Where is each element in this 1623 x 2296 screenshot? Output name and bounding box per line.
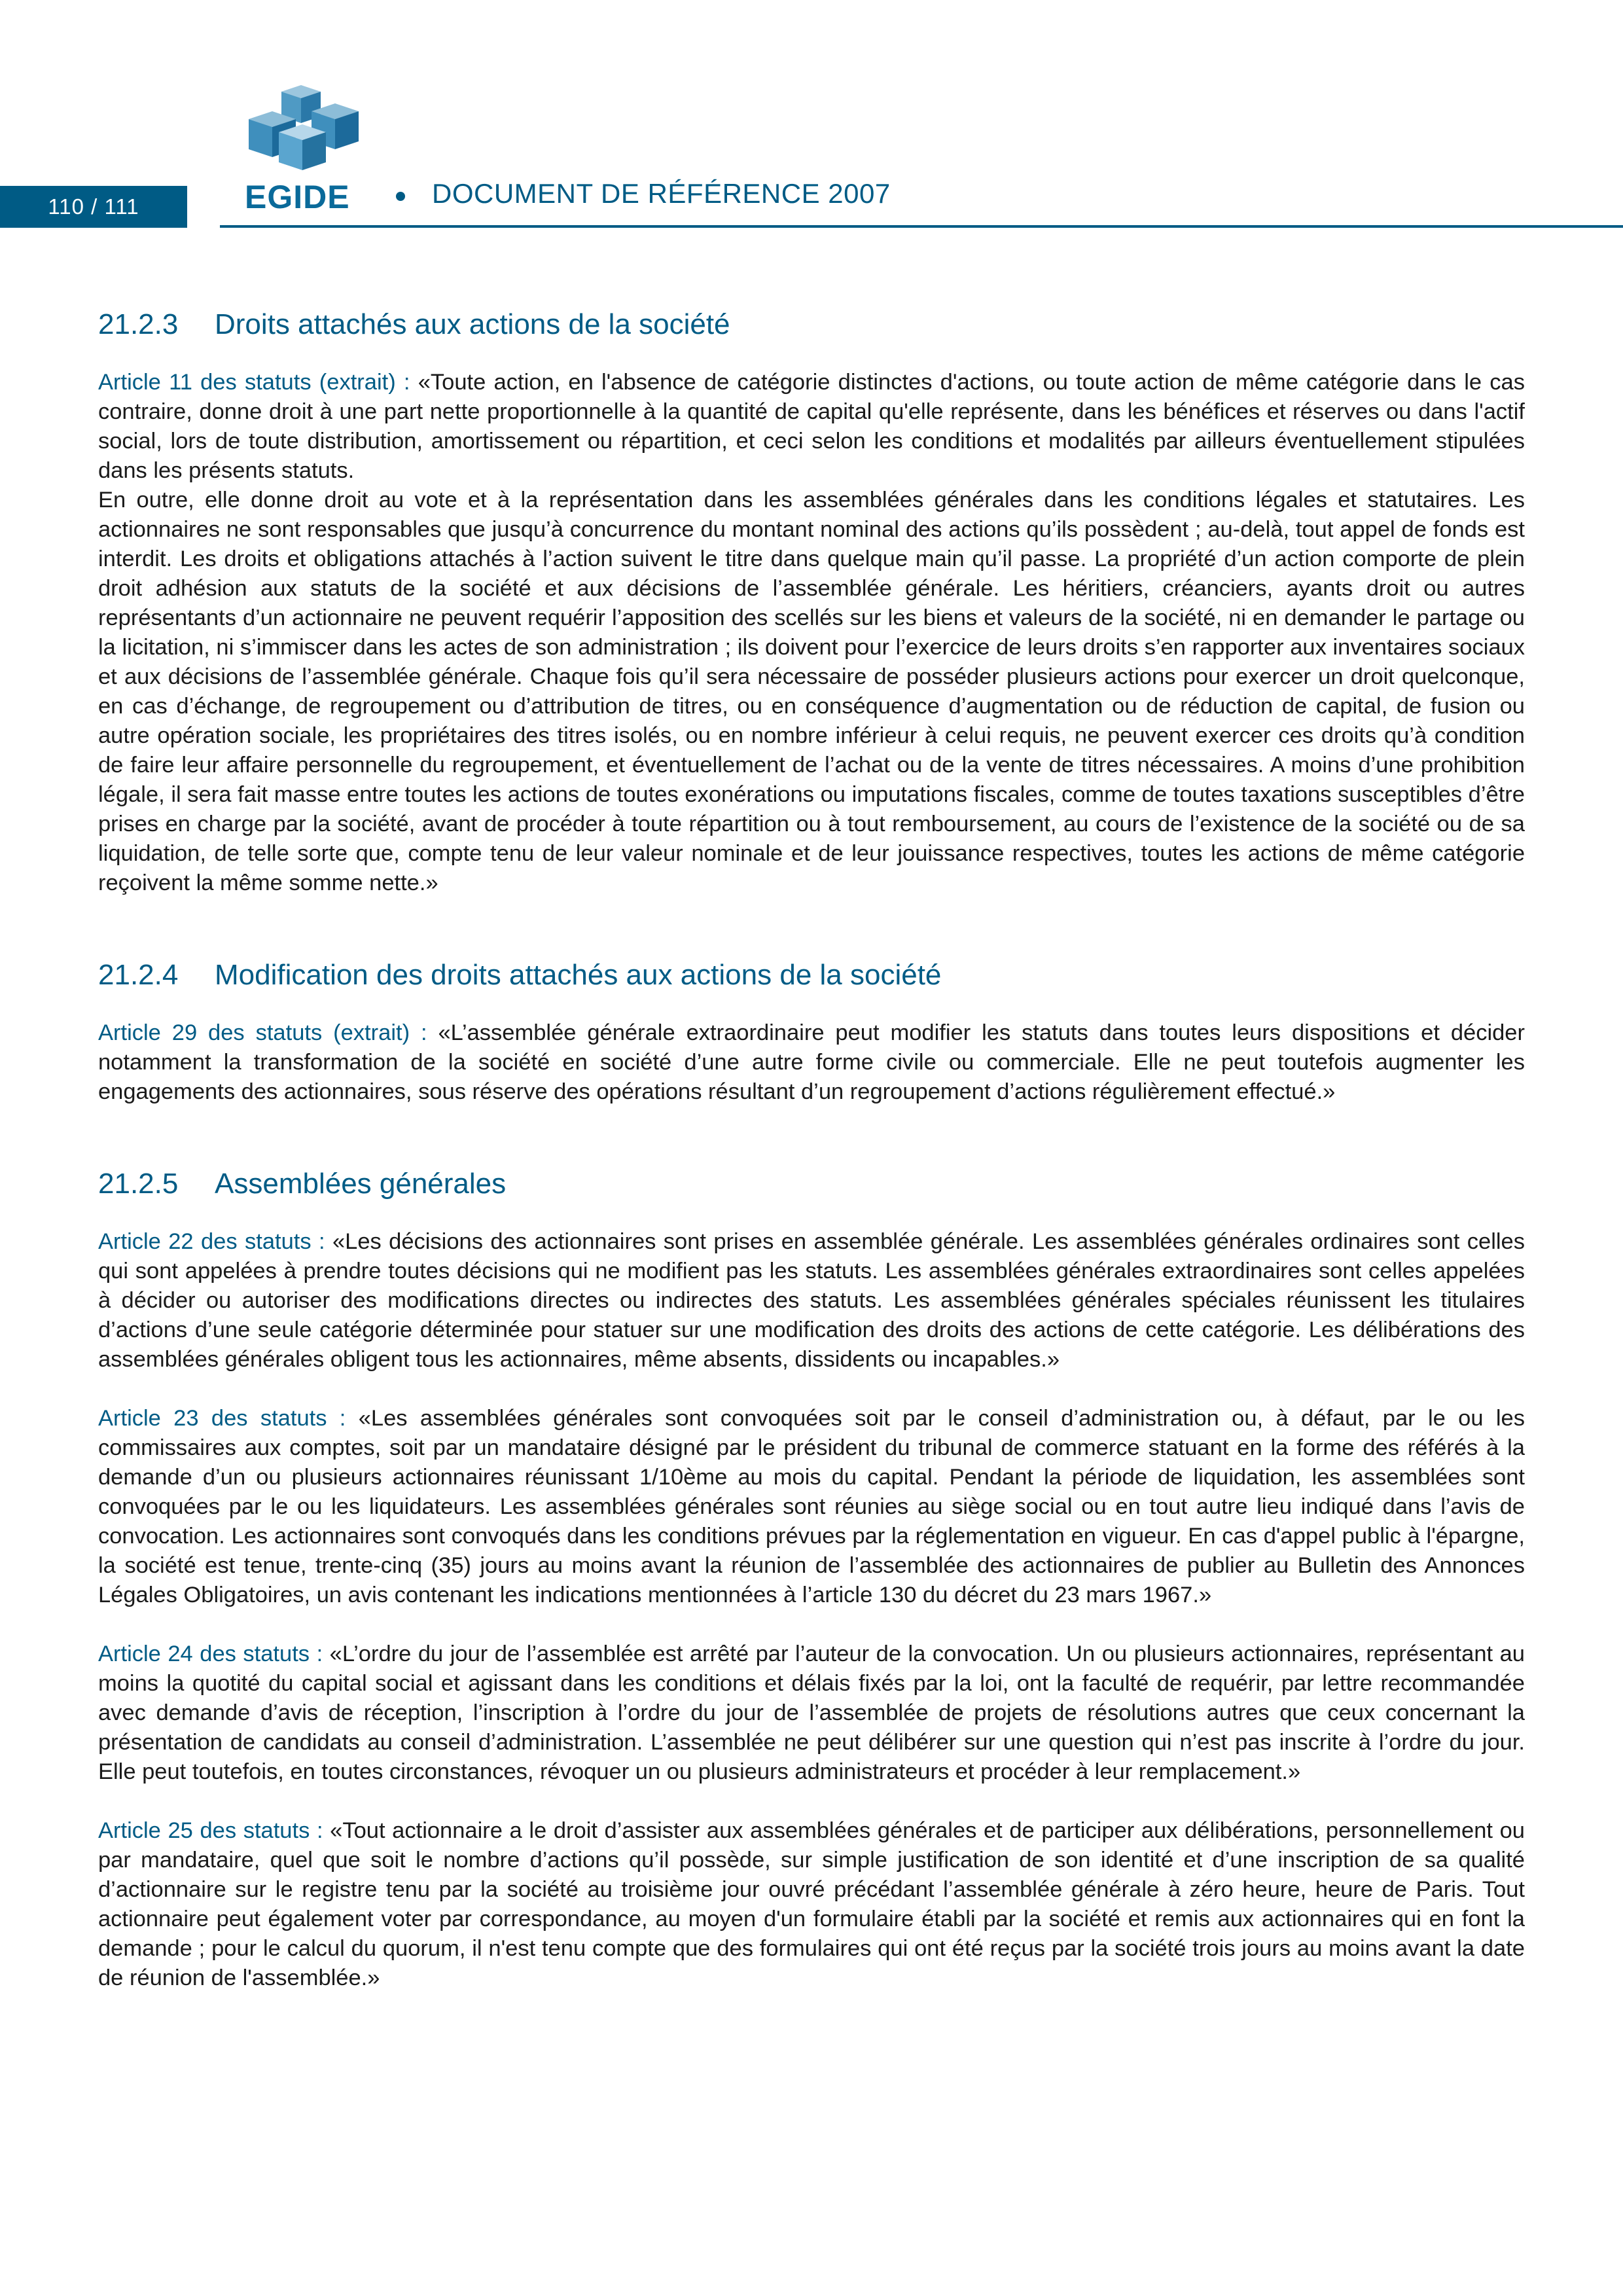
paragraph-text: «L’assemblée générale extraordinaire peut modifier les statuts dans toutes leurs dispositions et décider notamment la transformation de la société en société d’une autre forme civile ou commerciale. Elle ne peut toutefois augmenter les engagements des actionnaires, sous réserve des opérations résultant d’un regroupement d’actions régulièrement effectué.» (98, 1020, 1525, 1104)
page-indicator: 110 / 111 (0, 186, 187, 228)
article-reference: Article 11 des statuts (extrait) : (98, 370, 418, 395)
paragraph-text: «Tout actionnaire a le droit d’assister aux assemblées générales et de participer aux délibérations, personnellement ou par mandataire, quel que soit le nombre d’actions qu’il possède, sur simple justification de son identité et d’une inscription de sa qualité d’actionnaire sur le registre tenu par la société au troisième jour ouvré précédant l’assemblée générale à zéro heure, heure de Paris. Tout actionnaire peut également voter par correspondance, au moyen d'un formulaire établi par la société et remis aux actionnaires qui en font la demande ; pour le calcul du quorum, il n'est tenu compte que des formulaires qui ont été reçus par la société trois jours au moins avant la date de réunion de l'assemblée.» (98, 1818, 1525, 1990)
paragraph (98, 1227, 1525, 1374)
paragraph-text: «Toute action, en l'absence de catégorie distinctes d'actions, ou toute action de même catégorie dans le cas contraire, donne droit à une part nette proportionnelle à la quantité de capital qu'elle représente, dans les bénéfices et réserves ou dans l'actif social, lors de toute distribution, amortissement ou répartition, et ceci selon les conditions et modalités par ailleurs éventuellement stipulées dans les présents statuts. (98, 370, 1525, 483)
paragraph-text: En outre, elle donne droit au vote et à la représentation dans les assemblées générales dans les conditions légales et statutaires. Les actionnaires ne sont responsables que jusqu’à concurrence du montant nominal des actions qu’ils possèdent ; au-delà, tout appel de fonds est interdit. Les droits et obligations attachés à l’action suivent le titre dans quelque main qu’il passe. La propriété d’un action comporte de plein droit adhésion aux statuts de la société et aux décisions de l’assemblée générale. Les héritiers, créanciers, ayants droit ou autres représentants d’un actionnaire ne peuvent requérir l’apposition des scellés sur les biens et valeurs de la société, ni en demander le partage ou la licitation, ni s’immiscer dans les actes de son administration ; ils doivent pour l’exercice de leurs droits s’en rapporter aux inventaires sociaux et aux décisions de l’assemblée générale. Chaque fois qu’il sera nécessaire de posséder plusieurs actions pour exercer un droit quelconque, en cas d’échange, de regroupement ou d’attribution de titres, ou en conséquence d’augmentation ou de réduction de capital, de fusion ou autre opération sociale, les propriétaires des titres isolés, ou en nombre inférieur à celui requis, ne peuvent exercer ces droits qu’à condition de faire leur affaire personnelle du regroupement, et éventuellement de l’achat ou de la vente de titres nécessaires. A moins d’une prohibition légale, il sera fait masse entre toutes les actions de toutes exonérations ou imputations fiscales, comme de toutes taxations susceptibles d’être prises en charge par la société, avant de procéder à toute répartition ou à tout remboursement, au cours de l’existence de la société ou de sa liquidation, de telle sorte que, compte tenu de leur valeur nominale et de leur jouissance respectives, toutes les actions de même catégorie reçoivent la même somme nette.» (98, 488, 1525, 895)
section-heading (98, 306, 1525, 343)
section-title: Assemblées générales (215, 1168, 507, 1200)
section-heading (98, 1166, 1525, 1202)
paragraph (98, 486, 1525, 898)
section-heading (98, 957, 1525, 994)
header-bullet (396, 192, 405, 201)
article-reference: Article 23 des statuts : (98, 1406, 359, 1431)
section-title: Modification des droits attachés aux actions de la société (215, 959, 942, 991)
document-title: DOCUMENT DE RÉFÉRENCE 2007 (432, 178, 891, 209)
paragraph (98, 368, 1525, 486)
section-number: 21.2.4 (98, 959, 179, 991)
article-reference: Article 25 des statuts : (98, 1818, 330, 1843)
logo-wordmark: EGIDE (245, 179, 350, 215)
section-number: 21.2.5 (98, 1168, 179, 1200)
paragraph-text: «L’ordre du jour de l’assemblée est arrêté par l’auteur de la convocation. Un ou plusieurs actionnaires, représentant au moins la quotité du capital social et agissant dans les conditions et délais fixés par la loi, ont la faculté de requérir, par lettre recommandée avec demande d’avis de réception, l’inscription à l’ordre du jour de l’assemblée de projets de résolutions autres que ceux concernant la présentation de candidats au conseil d’administration. L’assemblée ne peut délibérer sur une question qui n’est pas inscrite à l’ordre du jour. Elle peut toutefois, en toutes circonstances, révoquer un ou plusieurs administrateurs et procéder à leur remplacement.» (98, 1641, 1525, 1784)
article-reference: Article 29 des statuts (extrait) : (98, 1020, 438, 1045)
header-divider (220, 225, 1623, 228)
paragraph (98, 1018, 1525, 1107)
paragraph-text: «Les décisions des actionnaires sont prises en assemblée générale. Les assemblées générales ordinaires sont celles qui sont appelées à prendre toutes décisions qui ne modifient pas les statuts. Les assemblées générales extraordinaires sont celles appelées à décider ou autoriser des modifications directes ou indirectes des statuts. Les assemblées générales spéciales réunissent les titulaires d’actions d’une seule catégorie déterminée pour statuer sur une modification des droits des actions de cette catégorie. Les délibérations des assemblées générales obligent tous les actionnaires, même absents, dissidents ou incapables.» (98, 1229, 1525, 1372)
paragraph (98, 1404, 1525, 1610)
section-title: Droits attachés aux actions de la société (215, 308, 730, 340)
main-content (98, 306, 1525, 1993)
section-number: 21.2.3 (98, 308, 179, 340)
paragraph-text: «Les assemblées générales sont convoquées soit par le conseil d’administration ou, à défaut, par le ou les commissaires aux comptes, soit par un mandataire désigné par le président du tribunal de commerce statuant en la forme des référés à la demande d’un ou plusieurs actionnaires réunissant 1/10ème au mois du capital. Pendant la période de liquidation, les assemblées sont convoquées par le ou les liquidateurs. Les assemblées générales sont réunies au siège social ou en tout autre lieu indiqué dans l’avis de convocation. Les actionnaires sont convoqués dans les conditions prévues par la réglementation en vigueur. En cas d'appel public à l'épargne, la société est tenue, trente-cinq (35) jours au moins avant la réunion de l’assemblée des actionnaires de publier au Bulletin des Annonces Légales Obligatoires, un avis contenant les indications mentionnées à l’article 130 du décret du 23 mars 1967.» (98, 1406, 1525, 1607)
paragraph (98, 1640, 1525, 1787)
article-reference: Article 22 des statuts : (98, 1229, 332, 1254)
paragraph (98, 1816, 1525, 1993)
article-reference: Article 24 des statuts : (98, 1641, 330, 1666)
